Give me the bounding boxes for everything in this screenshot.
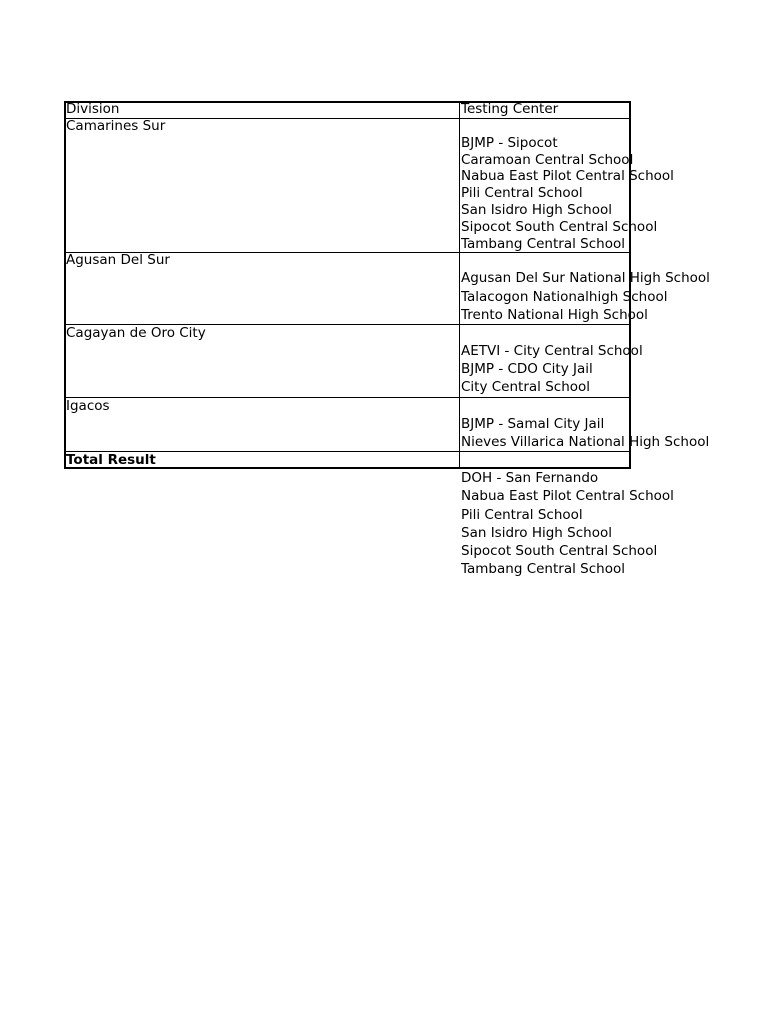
testing-center-cell: Tambang Central School — [461, 236, 625, 252]
testing-center-cell: BJMP - CDO City Jail — [461, 361, 593, 377]
row-separator — [64, 397, 631, 398]
overflow-list-item: Pili Central School — [461, 507, 583, 523]
testing-center-cell: San Isidro High School — [461, 202, 612, 218]
total-result-label: Total Result — [66, 452, 156, 468]
division-cell: Cagayan de Oro City — [66, 325, 206, 341]
testing-center-cell: BJMP - Sipocot — [461, 135, 558, 151]
overflow-list-item: Tambang Central School — [461, 561, 625, 577]
testing-center-cell: AETVI - City Central School — [461, 343, 643, 359]
column-divider — [459, 101, 460, 469]
testing-center-cell: Nieves Villarica National High School — [461, 434, 710, 450]
division-cell: Agusan Del Sur — [66, 252, 170, 268]
testing-center-cell: Talacogon Nationalhigh School — [461, 289, 668, 305]
testing-center-cell: Caramoan Central School — [461, 152, 634, 168]
overflow-list-item: Sipocot South Central School — [461, 543, 658, 559]
testing-center-cell: Pili Central School — [461, 185, 583, 201]
testing-center-cell: Nabua East Pilot Central School — [461, 168, 674, 184]
testing-center-cell: BJMP - Samal City Jail — [461, 416, 605, 432]
division-cell: Camarines Sur — [66, 118, 166, 134]
overflow-list-item: DOH - San Fernando — [461, 470, 599, 486]
testing-center-cell: City Central School — [461, 379, 591, 395]
header-testing-center: Testing Center — [461, 101, 559, 117]
division-cell: Igacos — [66, 398, 110, 414]
header-division: Division — [66, 101, 120, 117]
overflow-list-item: San Isidro High School — [461, 525, 612, 541]
testing-center-cell: Agusan Del Sur National High School — [461, 270, 710, 286]
testing-center-cell: Sipocot South Central School — [461, 219, 658, 235]
overflow-list-item: Nabua East Pilot Central School — [461, 488, 674, 504]
testing-center-cell: Trento National High School — [461, 307, 648, 323]
